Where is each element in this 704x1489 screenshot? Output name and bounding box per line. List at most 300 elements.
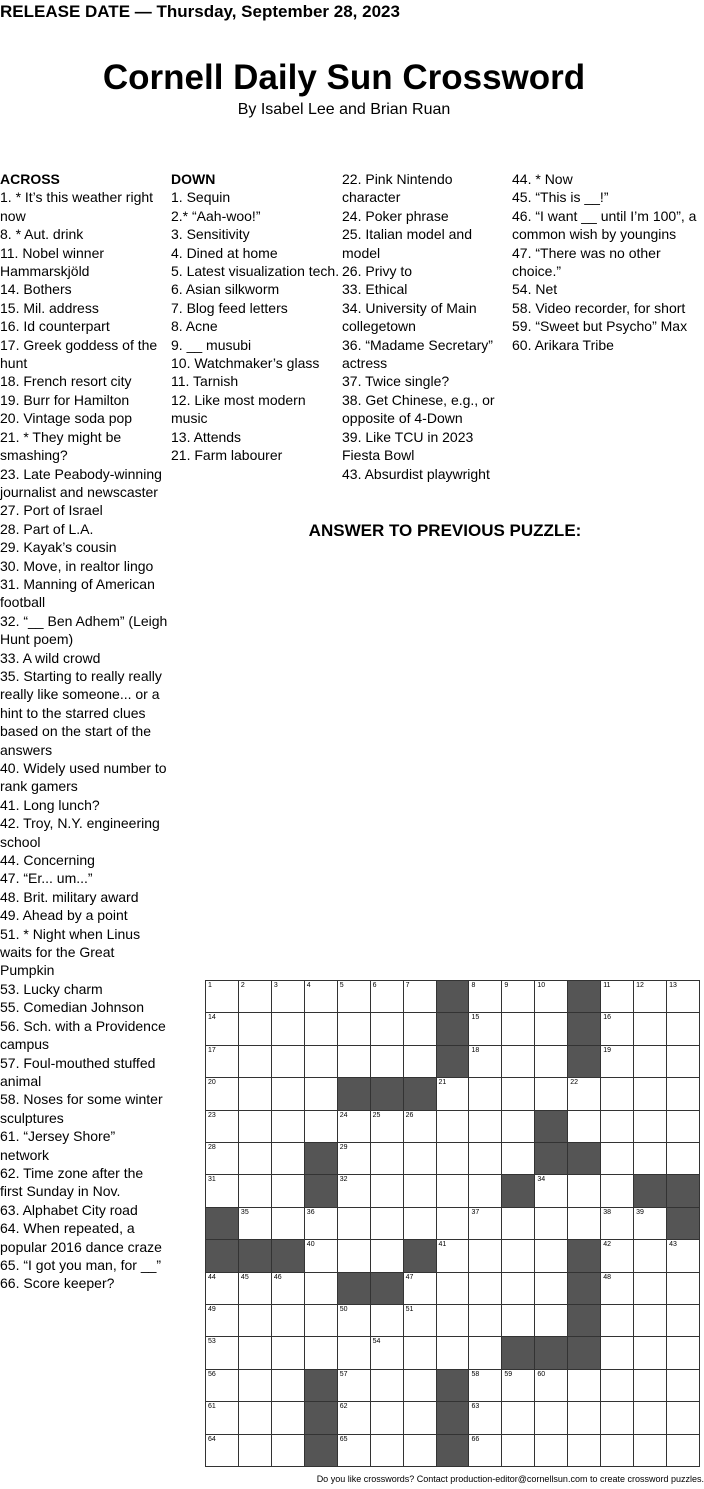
- clue-item: 58. Noses for some winter sculptures: [0, 1091, 163, 1126]
- grid-cell: [338, 1402, 371, 1434]
- grid-cell: [272, 1402, 305, 1434]
- cell-number: 49: [208, 1306, 216, 1313]
- grid-cell: [601, 1078, 634, 1110]
- clue-item: 2.* “Aah-woo!”: [171, 207, 261, 224]
- grid-cell: [667, 1143, 700, 1175]
- grid-cell: [502, 1013, 535, 1045]
- grid-cell: [535, 1078, 568, 1110]
- grid-cell: [568, 1111, 601, 1143]
- cell-number: 43: [669, 1241, 677, 1249]
- grid-block: [568, 1273, 601, 1305]
- clue-item: 45. “This is __!”: [512, 189, 609, 206]
- clue-item: 19. Burr for Hamilton: [0, 391, 130, 408]
- clue-item: 39. Like TCU in 2023 Fiesta Bowl: [342, 428, 474, 464]
- grid-cell: [535, 1305, 568, 1337]
- cell-number: 36: [306, 1208, 315, 1216]
- grid-block: [206, 1208, 239, 1240]
- grid-cell: [469, 1143, 502, 1175]
- clue-item: 15. Mil. address: [0, 299, 99, 316]
- grid-cell: [601, 1337, 634, 1369]
- grid-cell: [338, 1143, 371, 1175]
- clue-item: 29. Kayak’s cousin: [0, 539, 117, 556]
- cell-number: 3: [273, 982, 278, 989]
- clue-item: 18. French resort city: [0, 373, 132, 390]
- cell-number: 25: [372, 1111, 381, 1119]
- grid-cell: [469, 1046, 502, 1078]
- grid-cell: [667, 1435, 700, 1467]
- grid-block: [568, 1305, 601, 1337]
- clue-item: 30. Move, in realtor lingo: [0, 557, 154, 574]
- grid-cell: [634, 1143, 667, 1175]
- grid-block: [437, 1435, 470, 1467]
- grid-cell: [437, 1305, 470, 1337]
- cell-number: 42: [603, 1241, 611, 1249]
- clue-item: 44. * Now: [512, 171, 573, 187]
- grid-cell: [404, 1046, 437, 1078]
- grid-block: [568, 1143, 601, 1175]
- grid-cell: [634, 1208, 667, 1240]
- across-clues-column: [0, 170, 168, 1293]
- clue-item: 16. Id counterpart: [0, 318, 110, 335]
- grid-block: [437, 1402, 470, 1434]
- grid-cell: [338, 1013, 371, 1045]
- cell-number: 15: [471, 1014, 480, 1022]
- grid-cell: [404, 1435, 437, 1467]
- grid-cell: [601, 1208, 634, 1240]
- grid-cell: [272, 1305, 305, 1337]
- cell-number: 35: [240, 1208, 249, 1216]
- clue-item: 8. * Aut. drink: [0, 226, 84, 243]
- grid-block: [272, 1240, 305, 1272]
- grid-block: [568, 1046, 601, 1078]
- footer-note: Do you like crosswords? Contact production-editor@cornellsun.com to create crossword puzzles.: [316, 1474, 704, 1484]
- grid-cell: [206, 1402, 239, 1434]
- grid-cell: [437, 1273, 470, 1305]
- grid-cell: [338, 1175, 371, 1207]
- clue-item: 66. Score keeper?: [0, 1275, 115, 1292]
- cell-number: 32: [339, 1176, 348, 1184]
- clue-item: 24. Poker phrase: [342, 207, 449, 224]
- clue-item: 48. Brit. military award: [0, 888, 139, 905]
- clue-item: 8. Acne: [171, 318, 218, 335]
- grid-block: [206, 1240, 239, 1272]
- grid-cell: [239, 1046, 272, 1078]
- grid-cell: [239, 1305, 272, 1337]
- clue-item: 47. “There was no other choice.”: [512, 244, 661, 280]
- grid-cell: [206, 1175, 239, 1207]
- cell-number: 24: [339, 1111, 348, 1119]
- grid-cell: [667, 1273, 700, 1305]
- grid-cell: [305, 1273, 338, 1305]
- grid-cell: [371, 1435, 404, 1467]
- clue-item: 62. Time zone after the first Sunday in Nov.: [0, 1164, 144, 1200]
- grid-cell: [502, 1435, 535, 1467]
- grid-cell: [502, 1078, 535, 1110]
- clue-item: 22. Pink Nintendo character: [342, 171, 453, 206]
- grid-cell: [437, 1078, 470, 1110]
- cell-number: 44: [208, 1273, 216, 1281]
- grid-cell: [371, 1143, 404, 1175]
- grid-cell: [371, 1208, 404, 1240]
- grid-cell: [239, 1208, 272, 1240]
- grid-cell: [469, 1337, 502, 1369]
- grid-block: [404, 1078, 437, 1110]
- grid-block: [305, 1370, 338, 1402]
- grid-cell: [272, 1013, 305, 1045]
- down-clues-column-2: [342, 170, 512, 483]
- clue-item: 43. Absurdist playwright: [342, 465, 490, 482]
- cell-number: 14: [208, 1014, 216, 1022]
- grid-cell: [535, 1046, 568, 1078]
- grid-cell: [502, 1111, 535, 1143]
- grid-cell: [371, 1305, 404, 1337]
- across-heading: ACROSS: [0, 171, 60, 187]
- cell-number: 37: [471, 1208, 480, 1216]
- grid-cell: [667, 1078, 700, 1110]
- cell-number: 54: [372, 1338, 381, 1346]
- clue-item: 57. Foul-mouthed stuffed animal: [0, 1054, 156, 1089]
- grid-cell: [535, 1273, 568, 1305]
- grid-cell: [535, 1175, 568, 1207]
- grid-cell: [502, 1305, 535, 1337]
- cell-number: 17: [208, 1046, 216, 1054]
- clue-item: 47. “Er... um...”: [0, 870, 93, 887]
- grid-cell: [469, 1370, 502, 1402]
- grid-cell: [667, 1111, 700, 1143]
- grid-block: [437, 1013, 470, 1045]
- cell-number: 13: [669, 982, 677, 989]
- down-clues-column-3: [512, 170, 704, 354]
- grid-cell: [305, 1240, 338, 1272]
- clue-item: 63. Alphabet City road: [0, 1201, 138, 1218]
- grid-block: [338, 1273, 371, 1305]
- cell-number: 26: [405, 1111, 414, 1119]
- grid-cell: [437, 1337, 470, 1369]
- cell-number: 63: [471, 1403, 480, 1411]
- clue-item: 42. Troy, N.Y. engineering school: [0, 815, 160, 850]
- clue-item: 56. Sch. with a Providence campus: [0, 1017, 166, 1053]
- grid-cell: [469, 1208, 502, 1240]
- grid-cell: [305, 1208, 338, 1240]
- clue-item: 51. * Night when Linus waits for the Great Pumpkin: [0, 925, 141, 979]
- cell-number: 66: [471, 1435, 480, 1443]
- grid-cell: [437, 1208, 470, 1240]
- grid-block: [437, 981, 470, 1013]
- cell-number: 20: [208, 1079, 216, 1087]
- grid-cell: [239, 1078, 272, 1110]
- grid-cell: [305, 1305, 338, 1337]
- grid-cell: [371, 1370, 404, 1402]
- grid-cell: [404, 981, 437, 1013]
- grid-cell: [272, 1208, 305, 1240]
- grid-cell: [272, 1111, 305, 1143]
- grid-cell: [634, 1046, 667, 1078]
- clue-item: 61. “Jersey Shore” network: [0, 1128, 116, 1163]
- grid-cell: [239, 1370, 272, 1402]
- grid-cell: [272, 1370, 305, 1402]
- cell-number: 1: [208, 982, 212, 989]
- clue-item: 13. Attends: [171, 428, 242, 445]
- grid-cell: [338, 1240, 371, 1272]
- grid-cell: [601, 1273, 634, 1305]
- clue-item: 55. Comedian Johnson: [0, 999, 144, 1016]
- grid-block: [568, 981, 601, 1013]
- cell-number: 50: [339, 1306, 348, 1313]
- grid-block: [305, 1175, 338, 1207]
- byline: By Isabel Lee and Brian Ruan: [237, 101, 451, 118]
- grid-cell: [371, 1013, 404, 1045]
- clue-item: 7. Blog feed letters: [171, 299, 288, 316]
- clue-item: 11. Tarnish: [171, 373, 239, 390]
- grid-cell: [502, 1208, 535, 1240]
- grid-cell: [437, 1240, 470, 1272]
- cell-number: 39: [636, 1208, 644, 1216]
- grid-cell: [634, 1435, 667, 1467]
- grid-cell: [667, 1402, 700, 1434]
- grid-cell: [535, 1240, 568, 1272]
- clue-item: 12. Like most modern music: [171, 391, 306, 427]
- clue-item: 21. Farm labourer: [171, 447, 283, 464]
- grid-block: [502, 1175, 535, 1207]
- cell-number: 6: [372, 982, 377, 989]
- grid-cell: [206, 1305, 239, 1337]
- grid-cell: [305, 1111, 338, 1143]
- grid-cell: [437, 1111, 470, 1143]
- clue-item: 10. Watchmaker’s glass: [171, 355, 320, 372]
- clue-item: 58. Video recorder, for short: [512, 299, 686, 316]
- grid-block: [667, 1175, 700, 1207]
- grid-cell: [634, 1013, 667, 1045]
- clue-item: 17. Greek goddess of the hunt: [0, 336, 158, 372]
- cell-number: 45: [240, 1273, 249, 1281]
- grid-cell: [502, 1046, 535, 1078]
- clue-item: 28. Part of L.A.: [0, 520, 94, 537]
- clue-item: 36. “Madame Secretary” actress: [342, 336, 493, 372]
- grid-cell: [667, 1305, 700, 1337]
- clue-item: 14. Bothers: [0, 281, 72, 298]
- grid-cell: [404, 1208, 437, 1240]
- grid-cell: [568, 1402, 601, 1434]
- grid-cell: [601, 1143, 634, 1175]
- grid-block: [305, 1402, 338, 1434]
- grid-cell: [469, 1305, 502, 1337]
- grid-cell: [371, 1111, 404, 1143]
- cell-number: 57: [339, 1370, 348, 1378]
- grid-cell: [535, 1402, 568, 1434]
- grid-cell: [469, 1435, 502, 1467]
- grid-cell: [371, 1175, 404, 1207]
- down-heading: DOWN: [171, 171, 216, 187]
- cell-number: 23: [208, 1111, 216, 1119]
- grid-cell: [469, 1240, 502, 1272]
- grid-block: [305, 1435, 338, 1467]
- clue-item: 65. “I got you man, for __”: [0, 1256, 162, 1273]
- down-clues-column-1: [171, 170, 341, 465]
- grid-cell: [469, 1078, 502, 1110]
- grid-cell: [338, 1370, 371, 1402]
- grid-cell: [338, 1208, 371, 1240]
- grid-cell: [404, 1305, 437, 1337]
- clue-item: 32. “__ Ben Adhem” (Leigh Hunt poem): [0, 612, 168, 648]
- grid-cell: [469, 1273, 502, 1305]
- grid-block: [437, 1046, 470, 1078]
- clue-item: 4. Dined at home: [171, 244, 278, 261]
- grid-cell: [634, 1240, 667, 1272]
- grid-cell: [206, 981, 239, 1013]
- grid-cell: [667, 1013, 700, 1045]
- grid-block: [568, 1013, 601, 1045]
- clue-item: 38. Get Chinese, e.g., or opposite of 4-Down: [342, 391, 495, 427]
- clue-item: 6. Asian silkworm: [171, 281, 280, 298]
- cell-number: 51: [405, 1306, 414, 1313]
- cell-number: 58: [471, 1370, 480, 1378]
- grid-cell: [239, 1111, 272, 1143]
- grid-cell: [371, 1337, 404, 1369]
- grid-cell: [667, 1046, 700, 1078]
- clue-item: 60. Arikara Tribe: [512, 336, 614, 353]
- cell-number: 56: [208, 1370, 216, 1378]
- clue-item: 9. __ musubi: [171, 336, 252, 353]
- grid-cell: [404, 1273, 437, 1305]
- grid-cell: [601, 1240, 634, 1272]
- clue-item: 41. Long lunch?: [0, 796, 100, 813]
- clue-item: 25. Italian model and model: [342, 226, 472, 261]
- grid-cell: [568, 1078, 601, 1110]
- cell-number: 38: [603, 1208, 611, 1216]
- grid-cell: [601, 1370, 634, 1402]
- grid-cell: [305, 981, 338, 1013]
- grid-block: [437, 1370, 470, 1402]
- cell-number: 47: [405, 1273, 414, 1281]
- grid-cell: [239, 981, 272, 1013]
- clue-item: 5. Latest visualization tech.: [171, 263, 340, 280]
- grid-cell: [667, 1337, 700, 1369]
- cell-number: 29: [339, 1144, 348, 1151]
- grid-cell: [272, 1143, 305, 1175]
- cell-number: 21: [438, 1079, 447, 1087]
- clue-item: 23. Late Peabody-winning journalist and newscaster: [0, 465, 162, 500]
- grid-cell: [272, 1435, 305, 1467]
- cell-number: 2: [240, 982, 245, 989]
- grid-cell: [206, 1273, 239, 1305]
- grid-cell: [502, 1370, 535, 1402]
- grid-cell: [404, 1143, 437, 1175]
- clue-item: 3. Sensitivity: [171, 226, 250, 243]
- grid-cell: [634, 981, 667, 1013]
- grid-cell: [404, 1370, 437, 1402]
- grid-block: [568, 1337, 601, 1369]
- cell-number: 19: [603, 1046, 611, 1054]
- grid-block: [305, 1143, 338, 1175]
- grid-cell: [502, 1402, 535, 1434]
- grid-cell: [305, 1046, 338, 1078]
- grid-cell: [634, 1337, 667, 1369]
- grid-cell: [601, 981, 634, 1013]
- grid-cell: [601, 1046, 634, 1078]
- grid-cell: [371, 1402, 404, 1434]
- grid-cell: [404, 1337, 437, 1369]
- grid-cell: [272, 981, 305, 1013]
- clue-item: 1. Sequin: [171, 189, 231, 206]
- grid-cell: [239, 1435, 272, 1467]
- cell-number: 46: [273, 1273, 282, 1281]
- grid-cell: [502, 1273, 535, 1305]
- cell-number: 11: [603, 982, 611, 989]
- grid-cell: [601, 1402, 634, 1434]
- grid-cell: [239, 1013, 272, 1045]
- cell-number: 60: [537, 1370, 546, 1378]
- clue-item: 54. Net: [512, 281, 558, 298]
- grid-block: [502, 1337, 535, 1369]
- grid-cell: [568, 1208, 601, 1240]
- grid-cell: [338, 1046, 371, 1078]
- cell-number: 61: [208, 1403, 216, 1411]
- clue-item: 44. Concerning: [0, 852, 95, 869]
- grid-cell: [535, 1013, 568, 1045]
- grid-cell: [272, 1273, 305, 1305]
- cell-number: 53: [208, 1338, 216, 1346]
- grid-cell: [502, 981, 535, 1013]
- answer-heading: ANSWER TO PREVIOUS PUZZLE:: [308, 521, 582, 540]
- grid-block: [239, 1240, 272, 1272]
- grid-cell: [469, 1013, 502, 1045]
- grid-cell: [634, 1370, 667, 1402]
- cell-number: 31: [208, 1176, 216, 1184]
- grid-cell: [272, 1078, 305, 1110]
- grid-cell: [239, 1337, 272, 1369]
- grid-cell: [469, 1175, 502, 1207]
- grid-cell: [535, 1208, 568, 1240]
- cell-number: 41: [438, 1241, 447, 1249]
- clue-item: 34. University of Main collegetown: [342, 299, 477, 335]
- grid-cell: [634, 1305, 667, 1337]
- cell-number: 12: [636, 982, 644, 989]
- clue-item: 31. Manning of American football: [0, 575, 155, 611]
- grid-cell: [206, 1435, 239, 1467]
- cell-number: 16: [603, 1014, 611, 1022]
- grid-cell: [305, 1013, 338, 1045]
- clue-item: 27. Port of Israel: [0, 502, 103, 519]
- cell-number: 5: [339, 982, 344, 989]
- grid-cell: [469, 981, 502, 1013]
- grid-block: [667, 1208, 700, 1240]
- grid-cell: [535, 981, 568, 1013]
- grid-cell: [667, 1240, 700, 1272]
- clue-item: 33. Ethical: [342, 281, 408, 298]
- grid-block: [535, 1337, 568, 1369]
- grid-block: [371, 1078, 404, 1110]
- grid-cell: [437, 1175, 470, 1207]
- clue-item: 46. “I want __ until I’m 100”, a common wish by youngins: [512, 207, 697, 243]
- release-date: RELEASE DATE — Thursday, September 28, 2023: [0, 2, 400, 21]
- clue-item: 20. Vintage soda pop: [0, 410, 133, 427]
- grid-cell: [206, 1337, 239, 1369]
- grid-cell: [272, 1046, 305, 1078]
- grid-cell: [535, 1370, 568, 1402]
- cell-number: 48: [603, 1273, 611, 1281]
- grid-cell: [667, 1370, 700, 1402]
- grid-cell: [469, 1402, 502, 1434]
- clue-item: 35. Starting to really really really like someone... or a hint to the starred clues based on the start of the answers: [0, 667, 162, 758]
- grid-cell: [239, 1273, 272, 1305]
- grid-cell: [601, 1013, 634, 1045]
- grid-cell: [601, 1435, 634, 1467]
- cell-number: 10: [537, 982, 546, 989]
- grid-cell: [634, 1078, 667, 1110]
- clue-item: 59. “Sweet but Psycho” Max: [512, 318, 688, 335]
- grid-block: [568, 1240, 601, 1272]
- grid-cell: [206, 1078, 239, 1110]
